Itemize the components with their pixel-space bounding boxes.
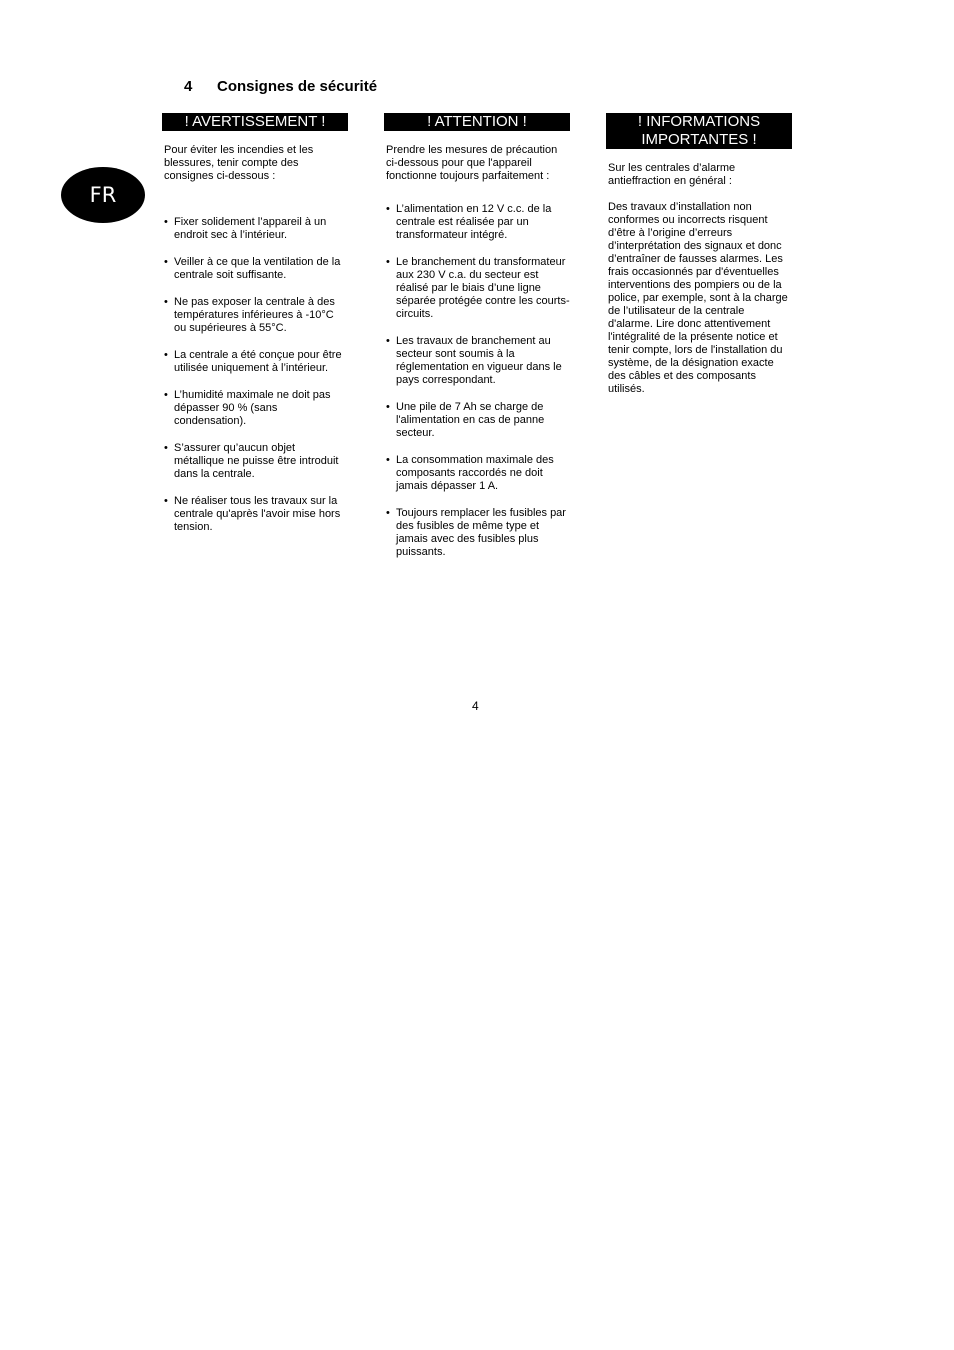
list-item: • Veiller à ce que la ventilation de la centrale soit suffisante. xyxy=(162,256,348,282)
attention-column xyxy=(384,113,570,573)
list-item: • Ne réaliser tous les travaux sur la centrale qu'après l'avoir mise hors tension. xyxy=(162,495,348,534)
info-intro: Sur les centrales d’alarme antieffraction en général : xyxy=(608,162,736,187)
page-number: 4 xyxy=(472,699,479,713)
list-item: • Le branchement du transformateur aux 230 V c.a. du secteur est réalisé par le biais d’une ligne séparée protégée contre les courts-circuits. xyxy=(384,256,570,321)
info-banner: ! INFORMATIONS IMPORTANTES ! xyxy=(606,113,792,149)
section-heading xyxy=(184,78,377,95)
info-body: Des travaux d’installation non conformes ou incorrects risquent d’être à l’origine d’erreurs d’interprétation des signaux et donc d’entraîner de fausses alarmes. Les frais occasionnés par d'éventuelles interventions des pompiers ou de la police, par exemple, sont à la charge de l’utilisateur de la centrale d'alarme. Lire donc attentivement l'intégralité de la présente notice et tenir compte, lors de l'installation du système, de la désignation exacte des câbles et des composants utilisés. xyxy=(608,201,788,395)
info-column xyxy=(606,113,792,396)
attention-list xyxy=(384,203,570,559)
warning-column xyxy=(162,113,348,548)
list-item: • Une pile de 7 Ah se charge de l'alimentation en cas de panne secteur. xyxy=(384,401,570,440)
list-item: • L’humidité maximale ne doit pas dépasser 90 % (sans condensation). xyxy=(162,389,348,428)
list-item: • S’assurer qu’aucun objet métallique ne puisse être introduit dans la centrale. xyxy=(162,442,348,481)
warning-banner: ! AVERTISSEMENT ! xyxy=(162,113,348,131)
section-number: 4 xyxy=(184,78,193,95)
section-title: Consignes de sécurité xyxy=(217,78,378,95)
list-item: • Toujours remplacer les fusibles par des fusibles de même type et jamais avec des fusibles plus puissants. xyxy=(384,507,570,559)
attention-intro: Prendre les mesures de précaution ci-dessous pour que l'appareil fonctionne toujours parfaitement : xyxy=(386,144,558,182)
list-item: • Ne pas exposer la centrale à des températures inférieures à -10°C ou supérieures à 55°C. xyxy=(162,296,348,335)
list-item: • Les travaux de branchement au secteur sont soumis à la réglementation en vigueur dans le pays correspondant. xyxy=(384,335,570,387)
language-badge-fr: FR xyxy=(61,167,145,223)
list-item: • La centrale a été conçue pour être utilisée uniquement à l’intérieur. xyxy=(162,349,348,375)
warning-intro: Pour éviter les incendies et les blessures, tenir compte des consignes ci-dessous : xyxy=(164,144,314,182)
attention-banner: ! ATTENTION ! xyxy=(384,113,570,131)
list-item: • La consommation maximale des composants raccordés ne doit jamais dépasser 1 A. xyxy=(384,454,570,493)
warning-list xyxy=(162,216,348,534)
list-item: • L’alimentation en 12 V c.c. de la centrale est réalisée par un transformateur intégré. xyxy=(384,203,570,242)
list-item: • Fixer solidement l’appareil à un endroit sec à l’intérieur. xyxy=(162,216,348,242)
